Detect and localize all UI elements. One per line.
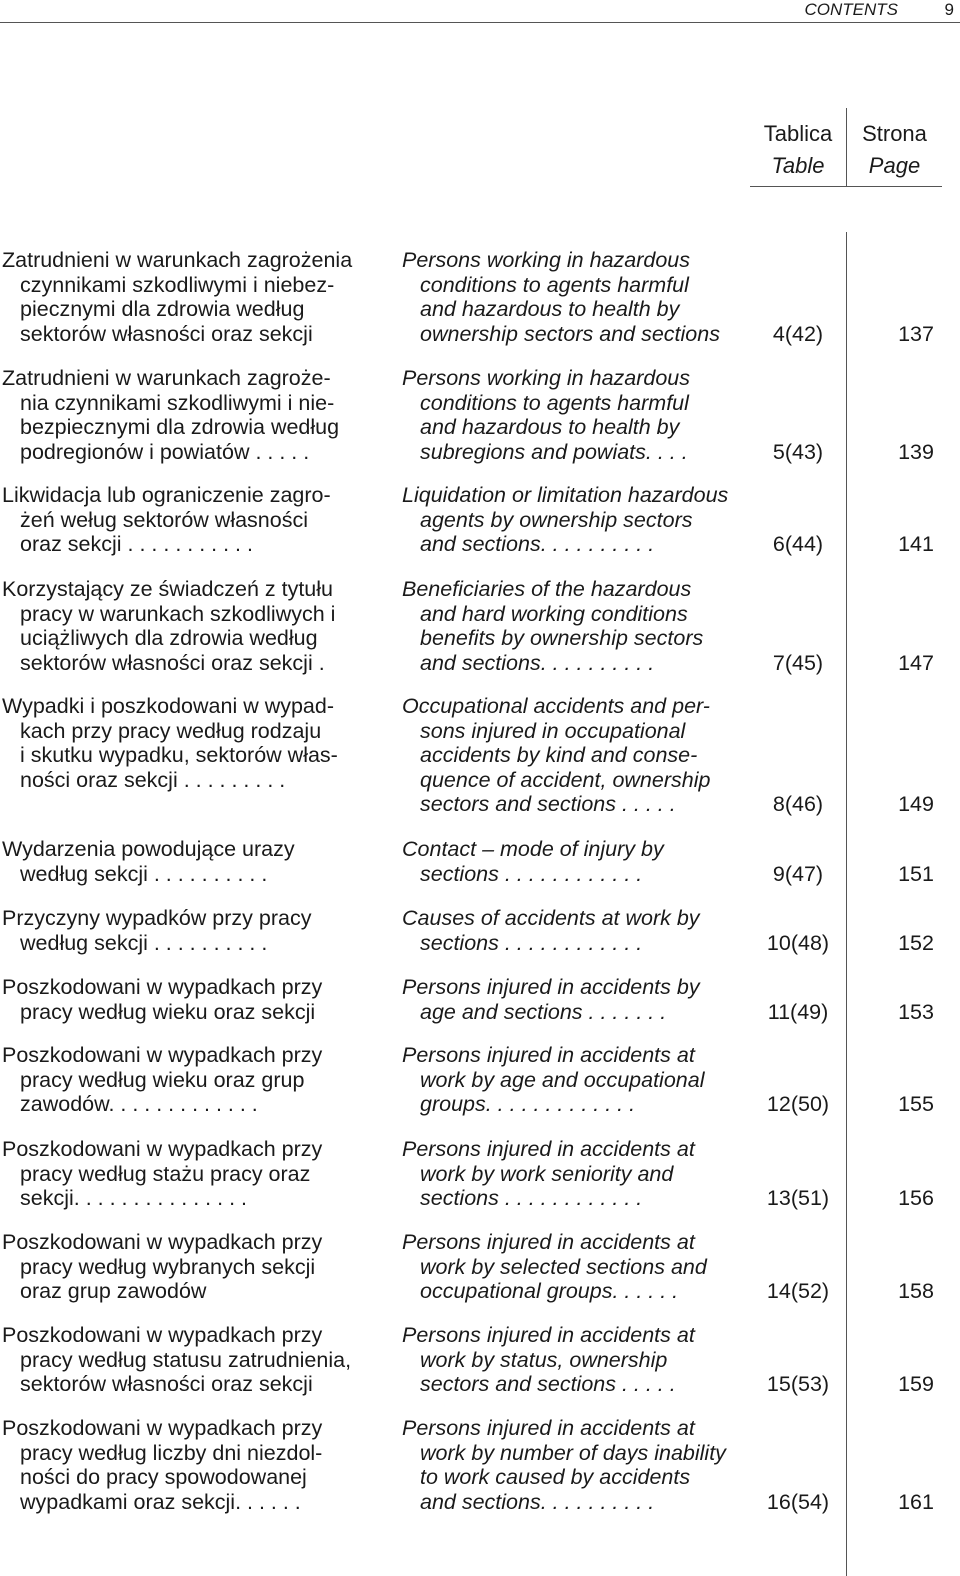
table-number: 7(45)	[772, 650, 824, 675]
polish-title-line: Wypadki i poszkodowani w wypad-	[2, 694, 335, 718]
polish-title-line: pracy według wybranych sekcji	[20, 1254, 316, 1279]
polish-title-line: według sekcji . . . . . . . . . .	[20, 861, 268, 886]
polish-title-line: Poszkodowani w wypadkach przy	[2, 975, 323, 999]
polish-title-line: Zatrudnieni w warunkach zagroże-	[2, 366, 331, 390]
polish-title-line: kach przy pracy według rodzaju	[20, 718, 322, 743]
polish-title	[2, 366, 378, 464]
polish-title-line: wypadkami oraz sekcji. . . . . .	[20, 1489, 301, 1514]
table-number: 14(52)	[766, 1279, 830, 1303]
english-title-line: Beneficiaries of the hazardous	[402, 577, 692, 601]
english-title-line: groups. . . . . . . . . . . . .	[420, 1092, 636, 1116]
page-header	[0, 0, 960, 23]
english-title-line: age and sections . . . . . . .	[420, 999, 667, 1024]
english-title	[402, 906, 752, 955]
polish-title-line: ności do pracy spowodowanej	[20, 1465, 307, 1489]
page-number-entry: 159	[898, 1372, 934, 1396]
polish-title-line: pracy według wieku oraz grup	[20, 1067, 305, 1092]
polish-title	[2, 577, 378, 675]
english-title-line: conditions to agents harmful	[420, 390, 689, 415]
english-title-line: ownership sectors and sections	[420, 321, 720, 346]
english-title-line: Persons injured in accidents at	[402, 1137, 695, 1161]
polish-title-line: podregionów i powiatów . . . . .	[20, 439, 310, 464]
english-title-line: Persons injured in accidents at	[402, 1230, 695, 1254]
english-title-line: work by work seniority and	[420, 1161, 674, 1186]
english-title-line: sectors and sections . . . . .	[420, 1372, 676, 1396]
polish-title	[2, 248, 378, 346]
english-title-line: occupational groups. . . . . .	[420, 1279, 679, 1303]
polish-title-line: pracy według liczby dni niezdol-	[20, 1440, 323, 1465]
polish-title-line: Poszkodowani w wypadkach przy	[2, 1043, 323, 1067]
polish-title-line: Wydarzenia powodujące urazy	[2, 837, 295, 861]
table-number: 13(51)	[766, 1186, 830, 1210]
english-title-line: subregions and powiats. . . .	[420, 439, 688, 464]
english-title-line: Causes of accidents at work by	[402, 906, 700, 930]
polish-title-line: pracy według statusu zatrudnienia,	[20, 1347, 352, 1372]
english-title-line: and sections. . . . . . . . . .	[420, 1489, 655, 1514]
polish-title-line: Zatrudnieni w warunkach zagrożenia	[2, 248, 353, 272]
english-title-line: Contact – mode of injury by	[402, 837, 664, 861]
english-title-line: work by age and occupational	[420, 1067, 705, 1092]
english-title-line: accidents by kind and conse-	[420, 743, 698, 767]
english-title-line: work by selected sections and	[420, 1254, 707, 1279]
english-title	[402, 837, 752, 886]
page-column-header	[847, 118, 942, 182]
page-number-entry: 153	[898, 999, 934, 1024]
english-title	[402, 1043, 752, 1117]
polish-title-line: bezpiecznymi dla zdrowia według	[20, 415, 340, 439]
english-title-line: Liquidation or limitation hazardous	[402, 483, 729, 507]
english-title	[402, 1323, 752, 1397]
english-title-line: Persons injured in accidents at	[402, 1416, 695, 1440]
english-title-line: benefits by ownership sectors	[420, 626, 704, 650]
page-number-entry: 141	[898, 532, 934, 556]
table-column-header	[750, 108, 847, 186]
tablica-label: Tablica	[763, 121, 833, 146]
english-title-line: work by status, ownership	[420, 1347, 668, 1372]
strona-label: Strona	[862, 121, 927, 146]
table-number: 6(44)	[772, 532, 824, 556]
page-number: 9	[944, 0, 954, 19]
page-number-entry: 152	[898, 930, 934, 955]
english-title-line: Persons working in hazardous	[402, 366, 691, 390]
polish-title-line: Przyczyny wypadków przy pracy	[2, 906, 312, 930]
english-title	[402, 483, 752, 557]
polish-title	[2, 1323, 378, 1397]
english-title-line: and hazardous to health by	[420, 415, 680, 439]
polish-title-line: czynnikami szkodliwymi i niebez-	[20, 272, 335, 297]
polish-title-line: Poszkodowani w wypadkach przy	[2, 1416, 323, 1440]
english-title	[402, 975, 752, 1024]
polish-title-line: sekcji. . . . . . . . . . . . . . .	[20, 1186, 247, 1210]
polish-title-line: pracy według wieku oraz sekcji	[20, 999, 316, 1024]
polish-title-line: Poszkodowani w wypadkach przy	[2, 1137, 323, 1161]
english-title	[402, 577, 752, 675]
english-title-line: Persons injured in accidents at	[402, 1323, 695, 1347]
table-label: Table	[771, 153, 825, 178]
page-number-entry: 149	[898, 792, 934, 816]
polish-title-line: pracy według stażu pracy oraz	[20, 1161, 311, 1186]
table-number: 4(42)	[772, 321, 824, 346]
page-number-entry: 147	[898, 650, 934, 675]
polish-title-line: Poszkodowani w wypadkach przy	[2, 1230, 323, 1254]
polish-title-line: ności oraz sekcji . . . . . . . . .	[20, 767, 286, 792]
table-number: 8(46)	[772, 792, 824, 816]
english-title-line: Persons injured in accidents at	[402, 1043, 695, 1067]
table-number: 16(54)	[766, 1489, 830, 1514]
english-title-line: quence of accident, ownership	[420, 767, 711, 792]
polish-title-line: sektorów własności oraz sekcji	[20, 1372, 313, 1396]
polish-title-line: Likwidacja lub ograniczenie zagro-	[2, 483, 331, 507]
page-number-entry: 155	[898, 1092, 934, 1116]
table-number: 15(53)	[766, 1372, 830, 1396]
polish-title	[2, 483, 378, 557]
english-title-line: Persons injured in accidents by	[402, 975, 700, 999]
polish-title	[2, 694, 378, 792]
english-title	[402, 1137, 752, 1211]
polish-title-line: piecznymi dla zdrowia według	[20, 297, 305, 321]
table-number: 9(47)	[772, 861, 824, 886]
english-title	[402, 1230, 752, 1304]
page-number-entry: 151	[898, 861, 934, 886]
english-title-line: sons injured in occupational	[420, 718, 686, 743]
english-title-line: conditions to agents harmful	[420, 272, 689, 297]
polish-title-line: Poszkodowani w wypadkach przy	[2, 1323, 323, 1347]
polish-title-line: i skutku wypadku, sektorów włas-	[20, 743, 338, 767]
page-number-entry: 156	[898, 1186, 934, 1210]
page-number-entry: 158	[898, 1279, 934, 1303]
polish-title-line: oraz grup zawodów	[20, 1279, 207, 1303]
section-title: CONTENTS	[804, 0, 898, 19]
column-divider	[846, 232, 847, 1576]
table-number: 10(48)	[766, 930, 830, 955]
page-number-entry: 137	[898, 321, 934, 346]
english-title-line: and sections. . . . . . . . . .	[420, 532, 655, 556]
polish-title-line: Korzystający ze świadczeń z tytułu	[2, 577, 333, 601]
polish-title	[2, 1230, 378, 1304]
polish-title-line: sektorów własności oraz sekcji	[20, 321, 313, 346]
english-title-line: sections . . . . . . . . . . . .	[420, 930, 643, 955]
english-title-line: and sections. . . . . . . . . .	[420, 650, 655, 675]
polish-title-line: uciążliwych dla zdrowia według	[20, 626, 318, 650]
polish-title	[2, 1137, 378, 1211]
page-number-entry: 139	[898, 439, 934, 464]
polish-title-line: sektorów własności oraz sekcji .	[20, 650, 325, 675]
english-title-line: to work caused by accidents	[420, 1465, 691, 1489]
english-title	[402, 1416, 752, 1514]
polish-title	[2, 975, 378, 1024]
english-title-line: Occupational accidents and per-	[402, 694, 710, 718]
table-number: 12(50)	[766, 1092, 830, 1116]
page-number-entry: 161	[898, 1489, 934, 1514]
english-title-line: sections . . . . . . . . . . . .	[420, 861, 643, 886]
english-title	[402, 248, 752, 346]
page-label: Page	[868, 153, 921, 178]
english-title-line: and hard working conditions	[420, 601, 688, 626]
english-title-line: work by number of days inability	[420, 1440, 726, 1465]
english-title-line: and hazardous to health by	[420, 297, 680, 321]
english-title	[402, 694, 752, 817]
english-title-line: agents by ownership sectors	[420, 507, 693, 532]
polish-title	[2, 837, 378, 886]
table-number: 11(49)	[767, 999, 829, 1024]
english-title-line: Persons working in hazardous	[402, 248, 691, 272]
polish-title	[2, 1043, 378, 1117]
polish-title-line: oraz sekcji . . . . . . . . . . .	[20, 532, 253, 556]
column-headers	[750, 108, 942, 187]
polish-title-line: zawodów. . . . . . . . . . . . .	[20, 1092, 258, 1116]
english-title-line: sections . . . . . . . . . . . .	[420, 1186, 643, 1210]
english-title	[402, 366, 752, 464]
polish-title-line: pracy w warunkach szkodliwych i	[20, 601, 336, 626]
polish-title-line: nia czynnikami szkodliwymi i nie-	[20, 390, 335, 415]
polish-title	[2, 906, 378, 955]
english-title-line: sectors and sections . . . . .	[420, 792, 676, 816]
table-number: 5(43)	[772, 439, 824, 464]
polish-title	[2, 1416, 378, 1514]
polish-title-line: żeń weług sektorów własności	[20, 507, 308, 532]
polish-title-line: według sekcji . . . . . . . . . .	[20, 930, 268, 955]
